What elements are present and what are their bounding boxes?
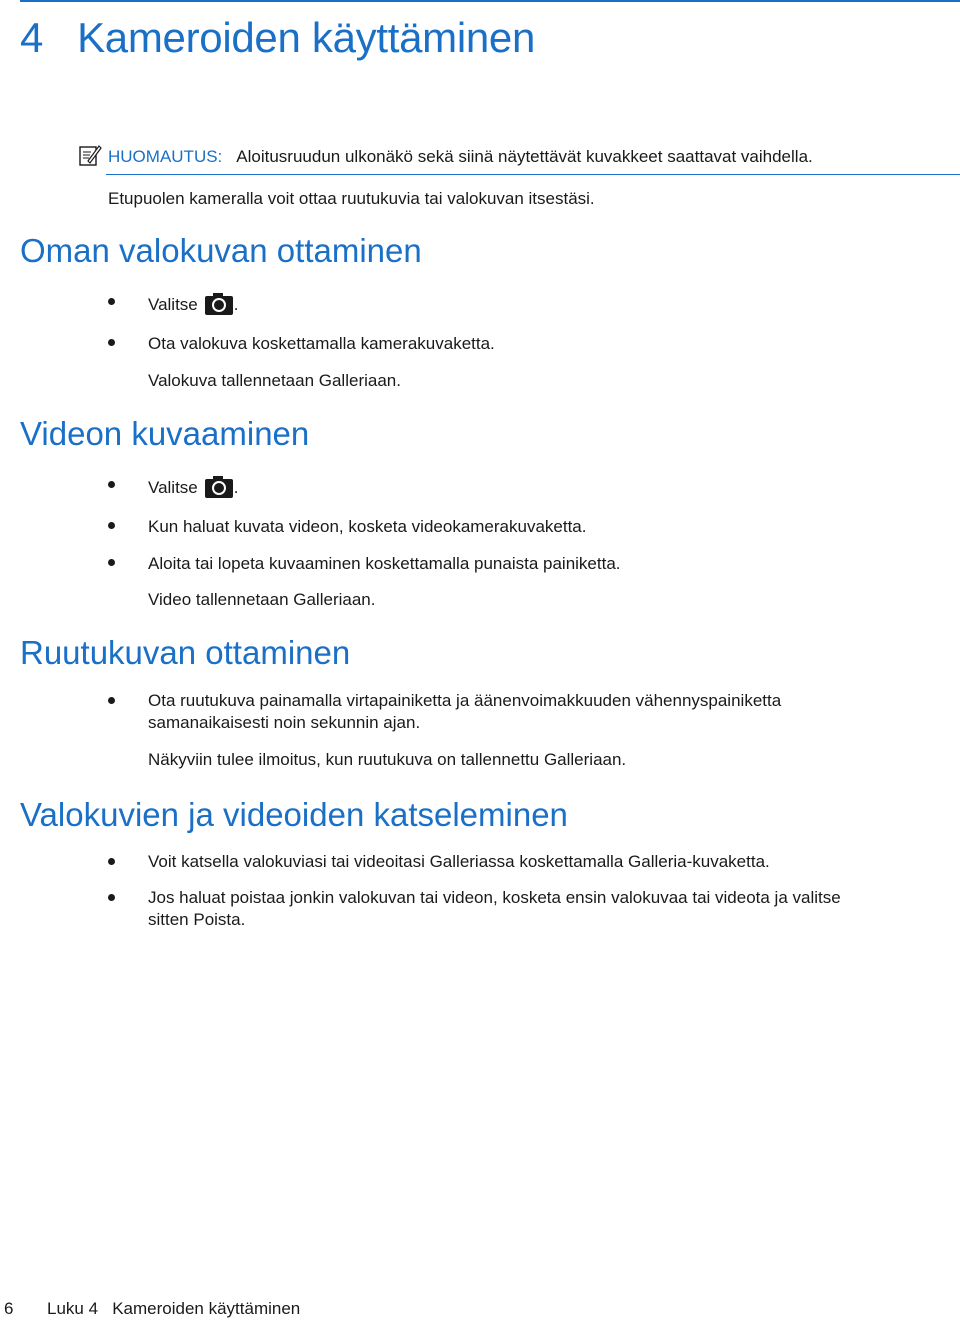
footer-chapter: Luku 4 Kameroiden käyttäminen (47, 1299, 301, 1318)
list-item: Ota valokuva koskettamalla kamerakuvaketta. (148, 334, 495, 353)
chapter-number: 4 (20, 14, 44, 61)
note-label: HUOMAUTUS: (108, 147, 223, 166)
bullet (108, 522, 115, 529)
list-item: Ota ruutukuva painamalla virtapainiketta ja äänenvoimakkuuden vähennyspainiketta samanaikaisesti noin sekunnin ajan. (148, 691, 782, 732)
list-item: Valitse . (148, 475, 239, 499)
section-title-viewing: Valokuvien ja videoiden katseleminen (20, 796, 568, 833)
result-text: Näkyviin tulee ilmoitus, kun ruutukuva on tallennettu Galleriaan. (148, 750, 627, 769)
note-body: Aloitusruudun ulkonäkö sekä siinä näytettävät kuvakkeet saattavat vaihdella. (236, 147, 813, 166)
note-rule (106, 174, 960, 175)
section-title-video: Videon kuvaaminen (20, 415, 310, 452)
list-item: Kun haluat kuvata videon, kosketa videokamerakuvaketta. (148, 517, 587, 536)
bullet (108, 481, 115, 488)
note-pencil-icon (78, 143, 102, 167)
list-item: Jos haluat poistaa jonkin valokuvan tai videon, kosketa ensin valokuvaa tai videota ja valitse sitten Poista. (148, 888, 841, 929)
bullet (108, 858, 115, 865)
list-item: Valitse . (148, 292, 239, 316)
page-number: 6 (4, 1299, 14, 1318)
list-item: Aloita tai lopeta kuvaaminen koskettamalla punaista painiketta. (148, 554, 621, 573)
result-text: Video tallennetaan Galleriaan. (148, 590, 376, 609)
intro-text: Etupuolen kameralla voit ottaa ruutukuvia tai valokuvan itsestäsi. (108, 189, 595, 208)
bullet (108, 339, 115, 346)
camera-icon (204, 475, 234, 499)
galleria-term: Galleria (628, 852, 687, 871)
poista-term: Poista (193, 910, 241, 929)
chapter-title-text: Kameroiden käyttäminen (77, 14, 536, 61)
bullet (108, 894, 115, 901)
list-item: Voit katsella valokuviasi tai videoitasi Galleriassa koskettamalla Galleria-kuvaketta. (148, 852, 770, 871)
camera-icon (204, 292, 234, 316)
note-text (108, 147, 813, 167)
bullet (108, 697, 115, 704)
section-title-selfie: Oman valokuvan ottaminen (20, 232, 422, 269)
result-text: Valokuva tallennetaan Galleriaan. (148, 371, 401, 390)
section-title-screenshot: Ruutukuvan ottaminen (20, 634, 351, 671)
chapter-title (20, 14, 535, 62)
bullet (108, 298, 115, 305)
chapter-top-rule (20, 0, 960, 2)
bullet (108, 559, 115, 566)
